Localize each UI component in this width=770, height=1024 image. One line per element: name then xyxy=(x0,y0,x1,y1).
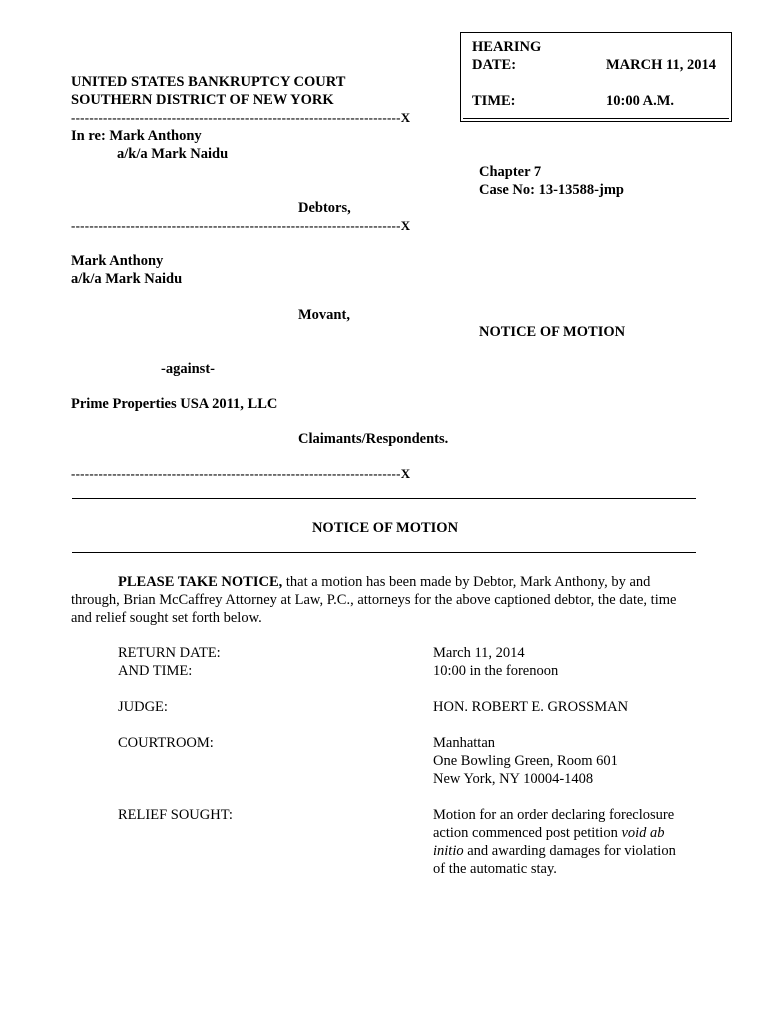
caption-separator-bottom: ------------------------------------------------------------------------X xyxy=(71,466,411,481)
respondent-name: Prime Properties USA 2011, LLC xyxy=(71,396,278,412)
respondent-label: Claimants/Respondents. xyxy=(298,431,449,447)
courtroom-city: Manhattan xyxy=(433,735,496,751)
courtroom-city-zip: New York, NY 10004-1408 xyxy=(433,771,594,787)
title-rule-top xyxy=(72,498,696,499)
relief-line-4: of the automatic stay. xyxy=(433,861,557,877)
relief-line-2 xyxy=(433,825,665,842)
hearing-heading: HEARING xyxy=(472,39,542,55)
return-time-value: 10:00 in the forenoon xyxy=(433,663,559,679)
relief-line-3-text: and awarding damages for violation xyxy=(463,843,676,859)
courtroom-label: COURTROOM: xyxy=(118,735,214,751)
title-rule-bottom xyxy=(72,552,696,553)
in-re-aka: a/k/a Mark Naidu xyxy=(117,146,229,162)
notice-lead: PLEASE TAKE NOTICE, xyxy=(118,574,283,590)
movant-aka: a/k/a Mark Naidu xyxy=(71,271,183,287)
judge-label: JUDGE: xyxy=(118,699,168,715)
relief-line-3-italic: initio xyxy=(433,843,464,859)
court-name: UNITED STATES BANKRUPTCY COURT xyxy=(71,74,346,90)
relief-line-1: Motion for an order declaring foreclosure xyxy=(433,807,675,823)
hearing-time-value: 10:00 A.M. xyxy=(606,93,675,109)
hearing-date-value: MARCH 11, 2014 xyxy=(606,57,716,73)
courtroom-address: One Bowling Green, Room 601 xyxy=(433,753,618,769)
court-district: SOUTHERN DISTRICT OF NEW YORK xyxy=(71,92,334,108)
caption-separator-middle: ------------------------------------------------------------------------X xyxy=(71,218,411,233)
relief-line-2-text: action commenced post petition xyxy=(433,825,622,841)
judge-value: HON. ROBERT E. GROSSMAN xyxy=(433,699,629,715)
caption-separator-top: ------------------------------------------------------------------------X xyxy=(71,110,411,125)
relief-line-3 xyxy=(433,843,676,860)
return-date-value: March 11, 2014 xyxy=(433,645,525,661)
in-re-line: In re: Mark Anthony xyxy=(71,128,202,144)
against-label: -against- xyxy=(161,361,215,377)
relief-label: RELIEF SOUGHT: xyxy=(118,807,233,823)
notice-paragraph xyxy=(71,573,691,627)
caption-side-title: NOTICE OF MOTION xyxy=(479,324,626,340)
return-time-label: AND TIME: xyxy=(118,663,193,679)
movant-name: Mark Anthony xyxy=(71,253,164,269)
return-date-label: RETURN DATE: xyxy=(118,645,221,661)
hearing-date-label: DATE: xyxy=(472,57,517,73)
relief-line-2-italic: void ab xyxy=(621,825,665,841)
debtors-label: Debtors, xyxy=(298,200,351,216)
document-title: NOTICE OF MOTION xyxy=(311,520,459,536)
movant-label: Movant, xyxy=(298,307,350,323)
notice-text: that a motion has been made by Debtor, Mark Anthony, by and through, Brian McCaffrey Attorney at Law, P.C., attorneys for the above captioned debtor, the date, time and relief sought set forth below. xyxy=(71,574,677,626)
chapter: Chapter 7 xyxy=(479,164,542,180)
case-number: Case No: 13-13588-jmp xyxy=(479,182,624,198)
hearing-time-label: TIME: xyxy=(472,93,516,109)
